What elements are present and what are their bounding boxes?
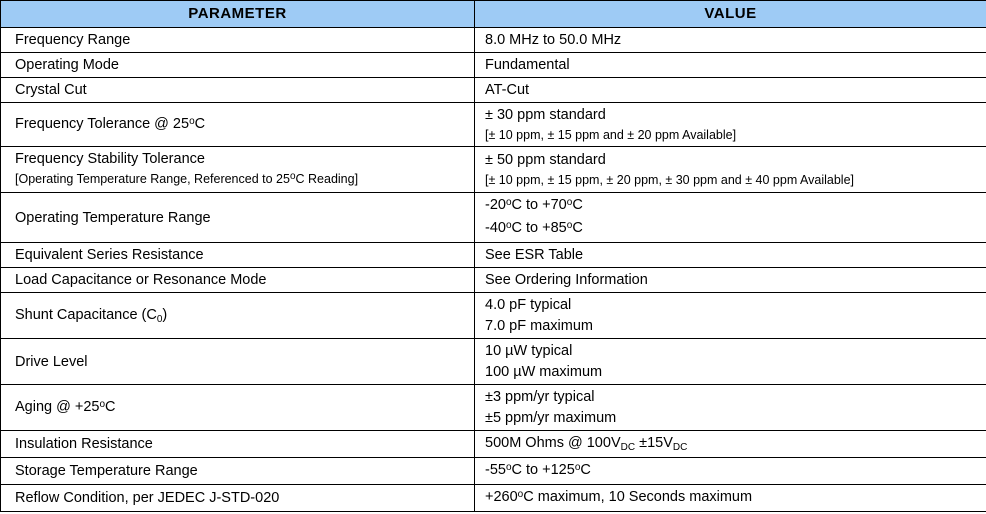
parameter-label: Frequency Stability Tolerance [15,151,205,167]
parameter-cell [1,339,475,385]
parameter-label: Drive Level [15,353,88,370]
parameter-cell [1,193,475,243]
value-cell [475,193,986,243]
degree-symbol: o [517,489,524,500]
value-note: [± 10 ppm, ± 15 ppm and ± 20 ppm Available] [485,128,737,142]
parameter-cell [1,485,475,512]
column-header-value: VALUE [475,1,986,28]
value-text: ±3 ppm/yr typical [485,389,595,405]
table-row [1,78,986,103]
table-row [1,193,986,243]
column-header-parameter: PARAMETER [1,1,475,28]
parameter-label: Operating Mode [15,57,119,73]
parameter-cell [1,78,475,103]
table-row [1,485,986,512]
parameter-cell [1,431,475,458]
value-text: 500M Ohms @ $100V_{DC} \pm 15V_{DC}$ [485,435,688,453]
value-text: 8.0 MHz to 50.0 MHz [485,32,622,48]
value-text: See Ordering Information [485,272,648,288]
value-text: 100 µW maximum [485,364,603,380]
value-text: See ESR Table [485,247,584,263]
value-text: ±5 ppm/yr maximum [485,410,617,426]
value-text: -40$^o$C to $+85^oC$ [485,220,583,236]
parameter-label: Shunt Capacitance $(C_0)$ [15,306,168,325]
value-text: Fundamental [485,57,570,73]
parameter-cell [1,103,475,147]
parameter-label: Operating Temperature Range [15,209,211,226]
value-text: ± 50 ppm standard [485,152,606,168]
parameter-label: Reflow Condition, per JEDEC J-STD-020 [15,490,280,506]
value-cell [475,485,986,512]
parameter-label: Frequency Range [15,32,131,48]
table-row [1,147,986,193]
degree-symbol: o [566,197,573,208]
degree-symbol: o [505,462,512,473]
value-note: [± 10 ppm, ± 15 ppm, ± 20 ppm, ± 30 ppm and ± 40 ppm Available] [485,173,855,187]
parameter-cell [1,268,475,293]
value-text: 4.0 pF typical [485,297,572,313]
parameter-note: [Operating Temperature Range, Referenced to 25$^o$C Reading] [15,171,359,186]
degree-symbol: o [505,197,512,208]
table-row [1,339,986,385]
table-row [1,53,986,78]
parameter-label: Frequency Tolerance @ 25$^o$C [15,115,206,132]
value-cell [475,103,986,147]
value-cell [475,339,986,385]
subscript-dc: DC [620,442,636,453]
value-text: 10 µW typical [485,343,573,359]
degree-symbol: o [574,462,581,473]
value-text: $+260^oC$ maximum, 10 Seconds maximum [485,489,753,505]
value-text: 7.0 pF maximum [485,318,593,334]
value-text: AT-Cut [485,82,530,98]
subscript-dc: DC [672,442,688,453]
degree-symbol: o [189,115,195,127]
value-cell [475,243,986,268]
table-row [1,28,986,53]
parameter-label: Storage Temperature Range [15,463,198,479]
table-row [1,103,986,147]
parameter-label: Crystal Cut [15,82,87,98]
parameter-cell [1,458,475,485]
parameter-cell [1,53,475,78]
parameter-label: Insulation Resistance [15,436,153,452]
value-cell [475,78,986,103]
degree-symbol: o [289,171,296,182]
subscript-zero: 0 [156,313,163,325]
value-cell [475,28,986,53]
value-cell [475,385,986,431]
value-cell [475,147,986,193]
table-row [1,431,986,458]
value-cell [475,293,986,339]
degree-symbol: o [505,220,512,231]
value-text: -55$^o$C to $+125^oC$ [485,462,591,478]
table-row [1,243,986,268]
value-text: ± 30 ppm standard [485,107,606,123]
table-row [1,293,986,339]
parameter-label: Equivalent Series Resistance [15,247,204,263]
value-cell [475,268,986,293]
parameter-cell [1,147,475,193]
parameter-label: Load Capacitance or Resonance Mode [15,272,267,288]
value-cell [475,53,986,78]
parameter-cell [1,243,475,268]
value-cell [475,431,986,458]
parameter-cell [1,293,475,339]
parameter-cell [1,385,475,431]
table-header-row [1,1,986,28]
table-row [1,458,986,485]
degree-symbol: o [566,220,573,231]
value-cell [475,458,986,485]
table-row [1,268,986,293]
table-row [1,385,986,431]
value-text: -20$^o$C to $+70^oC$ [485,197,583,213]
parameter-cell [1,28,475,53]
degree-symbol: o [99,398,106,410]
parameter-label: Aging @ $+25^oC$ [15,398,116,415]
